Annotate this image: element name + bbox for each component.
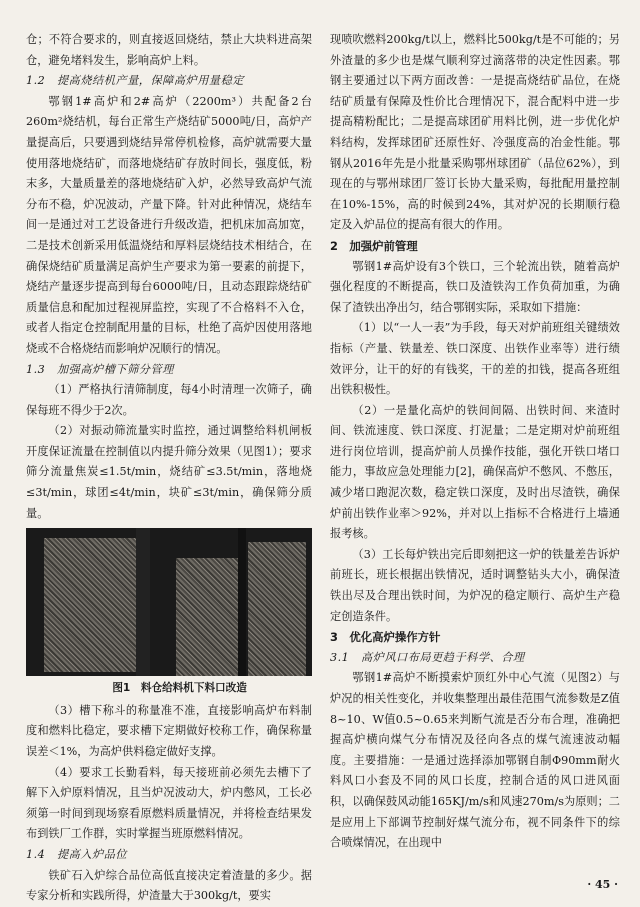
paragraph: 铁矿石入炉综合品位高低直接决定着渣量的多少。据专家分析和实践所得，炉渣量大于300kg/t，要实	[26, 868, 312, 903]
paragraph: （1）以“一人一表”为手段，每天对炉前班组关键绩效指标（产量、铁量差、铁口深度、出铁作业率等）进行绩效评分，让干的好的有钱奖，干的差的扣钱，提高各班组出铁积极性。	[330, 321, 620, 397]
paragraph: （3）槽下称斗的称量准不准，直接影响高炉布料制度和燃料比稳定，要求槽下定期做好校称工作，确保称量误差＜1%，为高炉供料稳定做好支撑。	[26, 703, 312, 759]
paragraph: 现喷吹燃料200kg/t以上，燃料比500kg/t是不可能的；另外渣量的多少也是煤气顺利穿过滴落带的决定性因素。鄂钢主要通过以下两方面改善：一是提高烧结矿品位，在烧结矿质量有保障及性价比合理情况下，混合配料中进一步提高精粉配比；二是提高球团矿用料比例，进一步优化炉料结构，发挥球团矿还原性好、冷强度高的冶金性能。鄂钢从2016年先是小批量采购鄂州球团矿（品位62%），到现在的与鄂州球团厂签订长协大量采购，每批配用量控制在10%-15%，高的时候到24%，其对炉况的长期顺行稳定及入炉品位的提高有很大的作用。	[330, 33, 620, 232]
paragraph: （4）要求工长勤看料，每天接班前必须先去槽下了解下入炉原料情况，且当炉况波动大，炉内憋风，工长必须第一时间到现场察看原燃料质量情况，并将检查结果发布到铁厂工作群，实时掌握当班原燃料情况。	[26, 765, 312, 841]
figure-1-photo	[26, 528, 312, 676]
paragraph: 鄂钢1#高炉设有3个铁口，三个轮流出铁，随着高炉强化程度的不断提高，铁口及渣铁沟工作负荷加重，为确保了渣铁出净出匀，结合鄂钢实际，采取如下措施：	[330, 259, 620, 314]
paragraph: （1）严格执行清筛制度，每4小时清理一次筛子，确保每班不得少于2次。	[26, 383, 312, 417]
paragraph: 鄂钢1#高炉和2#高炉（2200m³）共配备2台260m²烧结机，每台正常生产烧结矿5000吨/日，高炉产量提高后，只要遇到烧结异常停机检修，高炉就需要大量使用落地烧结矿，而落地烧结矿存放时间长，强度低，粉末多，大量质量差的落地烧结矿入炉，必然导致高炉气流分布不稳，炉况波动，产量下降。针对此种情况，烧结车间一是通过对工艺设备进行升级改造，把机床加高加宽，二是技术创新采用低温烧结和厚料层烧结技术相结合，在确保烧结矿质量满足高炉生产要求为第一要素的前提下，烧结产量逐步提高到每台6000吨/日，且动态跟踪烧结矿质量信息和配加过程视屏监控，实现了不合格料不入仓，或者人指定仓控制配用量的目标，杜绝了高炉因使用落地烧或不合格烧结而影响炉况顺行的情况。	[26, 94, 312, 355]
paragraph: （2）对振动筛流量实时监控，通过调整给料机闸板开度保证流量在控制值以内提升筛分效果（见图1）；要求筛分流量焦炭≤1.5t/min，烧结矿≤3.5t/min，落地烧≤3t/min，球团≤4t/min，块矿≤3t/min，确保筛分质量。	[26, 424, 312, 520]
page-number: · 45 ·	[587, 878, 618, 891]
section-heading-1-4: 1.4 提高入炉品位	[26, 848, 128, 861]
section-heading-3: 3 优化高炉操作方针	[330, 630, 441, 645]
section-heading-3-1: 3.1 高炉风口布局更趋于科学、合理	[330, 650, 525, 664]
paragraph: 鄂钢1#高炉不断摸索炉顶红外中心气流（见图2）与炉况的相关性变化，并收集整理出最佳范围气流参数是Z值8~10、W值0.5~0.65来判断气流是否分布合理，准确把握高炉横向煤气分布情况及径向各点的煤气流速波动幅度。主要措施：一是通过选择添加鄂钢自制Φ90mm耐火料风口小套及不同的风口长度，控制合适的风口进风面积，以确保鼓风动能165KJ/m/s和风速270m/s为原则；二是应用上下部调节控制好煤气流分布，视不同条件下的综合喷煤情况，在出现中	[330, 671, 620, 850]
section-heading-1-2: 1.2 提高烧结机产量，保障高炉用量稳定	[26, 74, 244, 88]
right-column	[330, 30, 620, 854]
section-heading-1-3: 1.3 加强高炉槽下筛分管理	[26, 362, 174, 376]
paragraph: （2）一是量化高炉的铁间间隔、出铁时间、来渣时间、铁流速度、铁口深度、打泥量；二是定期对炉前班组进行岗位培训，提高炉前人员操作技能，强化开铁口堵口能力，事故应急处理能力[2]，确保高炉不憋风、不憋压，减少堵口跑泥次数，稳定铁口深度，及时出尽渣铁，确保炉前出铁作业率＞92%，并对以上指标不合格进行上墙通报考核。	[330, 403, 620, 541]
section-heading-2: 2 加强炉前管理	[330, 238, 418, 253]
figure-1-caption: 图1 料仓给料机下料口改造	[112, 682, 247, 695]
left-column	[26, 30, 312, 907]
paragraph: 仓；不符合要求的，则直接返回烧结，禁止大块料进高架仓，避免堵料发生，影响高炉上料。	[26, 33, 312, 67]
paragraph: （3）工长每炉铁出完后即刻把这一炉的铁量差告诉炉前班长，班长根据出铁情况，适时调整钻头大小，确保渣铁出尽及合理出铁时间，为炉况的稳定顺行、高炉生产稳定创造条件。	[330, 547, 620, 623]
